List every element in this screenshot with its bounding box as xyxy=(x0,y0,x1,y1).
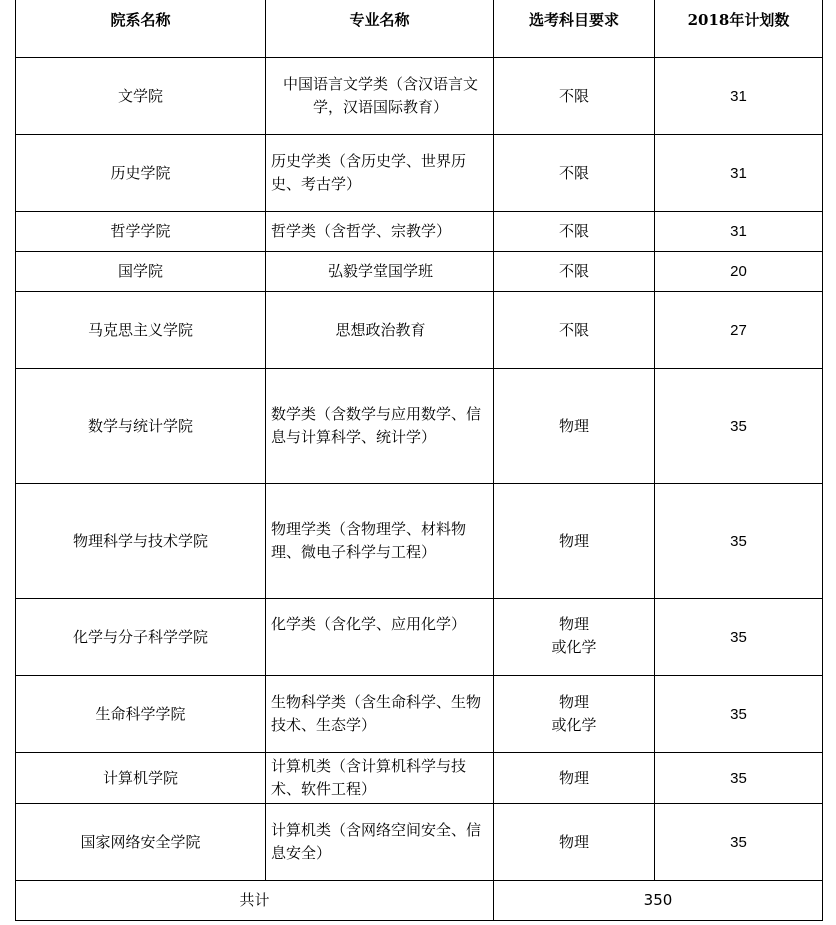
requirement-cell: 物理 xyxy=(494,484,655,599)
requirement-cell: 物理 xyxy=(494,804,655,881)
major-cell: 历史学类（含历史学、世界历史、考古学） xyxy=(266,135,494,212)
dept-cell: 马克思主义学院 xyxy=(16,292,266,369)
total-row xyxy=(16,881,823,921)
header-requirement: 选考科目要求 xyxy=(494,0,655,58)
count-cell: 35 xyxy=(655,676,823,753)
table-row xyxy=(16,753,823,804)
table-row xyxy=(16,676,823,753)
major-cell: 化学类（含化学、应用化学） xyxy=(266,599,494,676)
table-row xyxy=(16,212,823,252)
requirement-cell: 不限 xyxy=(494,212,655,252)
total-value: 350 xyxy=(494,881,823,921)
major-cell: 生物科学类（含生命科学、生物技术、生态学） xyxy=(266,676,494,753)
requirement-cell: 物理 xyxy=(494,753,655,804)
count-cell: 35 xyxy=(655,804,823,881)
header-row xyxy=(16,0,823,58)
major-cell: 弘毅学堂国学班 xyxy=(266,252,494,292)
enrollment-plan-table xyxy=(15,0,823,921)
dept-cell: 化学与分子科学学院 xyxy=(16,599,266,676)
count-cell: 35 xyxy=(655,753,823,804)
table-row xyxy=(16,58,823,135)
requirement-cell: 物理 xyxy=(494,369,655,484)
count-cell: 35 xyxy=(655,484,823,599)
dept-cell: 国家网络安全学院 xyxy=(16,804,266,881)
requirement-cell: 不限 xyxy=(494,252,655,292)
requirement-cell: 物理 或化学 xyxy=(494,676,655,753)
count-cell: 31 xyxy=(655,212,823,252)
table-row xyxy=(16,599,823,676)
count-cell: 35 xyxy=(655,599,823,676)
major-cell: 物理学类（含物理学、材料物理、微电子科学与工程） xyxy=(266,484,494,599)
count-cell: 35 xyxy=(655,369,823,484)
table-row xyxy=(16,252,823,292)
total-label: 共计 xyxy=(16,881,494,921)
count-cell: 27 xyxy=(655,292,823,369)
major-cell: 数学类（含数学与应用数学、信息与计算科学、统计学） xyxy=(266,369,494,484)
major-cell: 思想政治教育 xyxy=(266,292,494,369)
dept-cell: 国学院 xyxy=(16,252,266,292)
header-plan-count: 2018年计划数 xyxy=(655,0,823,58)
count-cell: 20 xyxy=(655,252,823,292)
count-cell: 31 xyxy=(655,58,823,135)
requirement-cell: 物理 或化学 xyxy=(494,599,655,676)
dept-cell: 物理科学与技术学院 xyxy=(16,484,266,599)
requirement-cell: 不限 xyxy=(494,292,655,369)
table-row xyxy=(16,292,823,369)
major-cell: 中国语言文学类（含汉语言文学，汉语国际教育） xyxy=(266,58,494,135)
table-row xyxy=(16,135,823,212)
major-cell: 计算机类（含网络空间安全、信息安全） xyxy=(266,804,494,881)
dept-cell: 计算机学院 xyxy=(16,753,266,804)
requirement-cell: 不限 xyxy=(494,58,655,135)
major-cell: 哲学类（含哲学、宗教学） xyxy=(266,212,494,252)
table-row xyxy=(16,484,823,599)
major-cell: 计算机类（含计算机科学与技术、软件工程） xyxy=(266,753,494,804)
count-cell: 31 xyxy=(655,135,823,212)
dept-cell: 哲学学院 xyxy=(16,212,266,252)
table-row xyxy=(16,369,823,484)
dept-cell: 数学与统计学院 xyxy=(16,369,266,484)
dept-cell: 历史学院 xyxy=(16,135,266,212)
dept-cell: 生命科学学院 xyxy=(16,676,266,753)
requirement-cell: 不限 xyxy=(494,135,655,212)
dept-cell: 文学院 xyxy=(16,58,266,135)
table-row xyxy=(16,804,823,881)
header-major: 专业名称 xyxy=(266,0,494,58)
header-dept: 院系名称 xyxy=(16,0,266,58)
